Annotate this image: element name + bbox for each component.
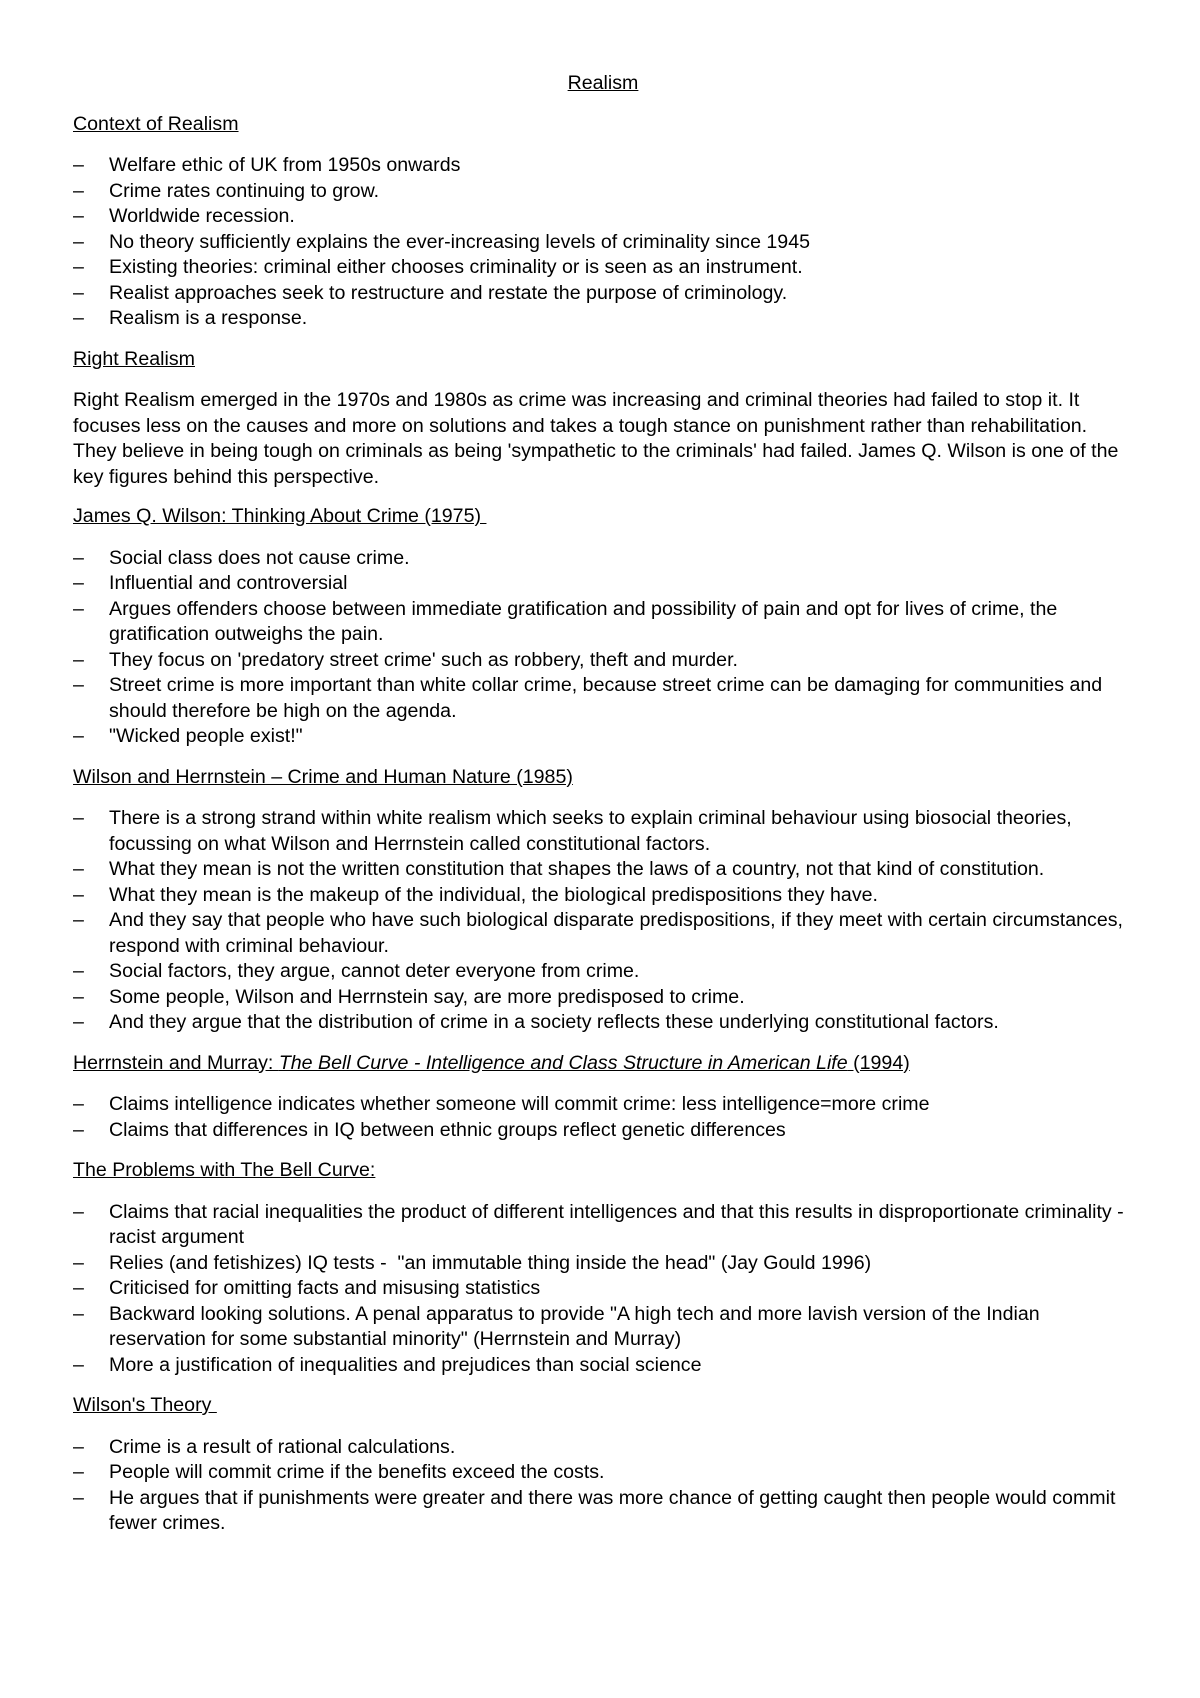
dash-bullet-icon: – bbox=[73, 1435, 84, 1458]
dash-bullet-icon: – bbox=[73, 205, 84, 227]
book-title: The Bell Curve - Intelligence and Class Structure in American Life bbox=[278, 1051, 848, 1074]
document-title: Realism bbox=[567, 72, 639, 94]
dash-bullet-icon: – bbox=[73, 1353, 84, 1376]
list-item: – Claims that racial inequalities the product of different intelligences and that this results in disproportionate criminality - racist argument bbox=[73, 1200, 1124, 1248]
dash-bullet-icon: – bbox=[73, 883, 84, 906]
section-heading-context-of-realism: Context of Realism bbox=[73, 112, 239, 135]
list-item: – Relies (and fetishizes) IQ tests - "an immutable thing inside the head" (Jay Gould 1996) bbox=[73, 1251, 1133, 1277]
list-item: – People will commit crime if the benefits exceed the costs. bbox=[73, 1460, 1133, 1486]
paragraph-right-realism: Right Realism emerged in the 1970s and 1980s as crime was increasing and criminal theories had failed to stop it. It focuses less on the causes and more on solutions and takes a tough stance on punishment rather than rehabilitation. They believe in being tough on criminals as being 'sympathetic to the criminals' had failed. James Q. Wilson is one of the key figures behind this perspective. bbox=[73, 389, 1119, 488]
dash-bullet-icon: – bbox=[73, 1461, 84, 1483]
dash-bullet-icon: – bbox=[73, 597, 84, 620]
section-heading-problems-bell-curve: The Problems with The Bell Curve: bbox=[73, 1159, 376, 1181]
dash-bullet-icon: – bbox=[73, 909, 84, 931]
dash-bullet-icon: – bbox=[73, 674, 84, 696]
dash-bullet-icon: – bbox=[73, 1118, 84, 1141]
list-item: – There is a strong strand within white realism which seeks to explain criminal behaviour using biosocial theories, focussing on what Wilson and Herrnstein called constitutional factors. bbox=[73, 807, 1072, 855]
list-item: – Claims that differences in IQ between ethnic groups reflect genetic differences bbox=[73, 1118, 1133, 1144]
list-item: – Crime rates continuing to grow. bbox=[73, 179, 1133, 205]
list-item: – Claims intelligence indicates whether someone will commit crime: less intelligence=more crime bbox=[73, 1092, 1133, 1118]
bullet-list-context bbox=[73, 153, 1133, 332]
bullet-list-crime-and-human-nature bbox=[73, 806, 1133, 1036]
list-item: – Realist approaches seek to restructure and restate the purpose of criminology. bbox=[73, 281, 1133, 307]
section-heading-thinking-about-crime: James Q. Wilson: Thinking About Crime (1975) bbox=[73, 505, 487, 527]
list-item: – Crime is a result of rational calculations. bbox=[73, 1435, 1133, 1461]
dash-bullet-icon: – bbox=[73, 1302, 84, 1325]
heading-prefix: Herrnstein and Murray: bbox=[73, 1051, 279, 1074]
list-item: – Welfare ethic of UK from 1950s onwards bbox=[73, 153, 1133, 179]
list-item: – Some people, Wilson and Herrnstein say, are more predisposed to crime. bbox=[73, 985, 1133, 1011]
dash-bullet-icon: – bbox=[73, 256, 84, 278]
dash-bullet-icon: – bbox=[73, 858, 84, 880]
list-item: – Street crime is more important than white collar crime, because street crime can be damaging for communities and should therefore be high on the agenda. bbox=[73, 674, 1103, 722]
list-item: – "Wicked people exist!" bbox=[73, 724, 1133, 750]
dash-bullet-icon: – bbox=[73, 960, 84, 982]
list-item: – More a justification of inequalities and prejudices than social science bbox=[73, 1353, 1133, 1379]
dash-bullet-icon: – bbox=[73, 546, 84, 569]
document-body bbox=[73, 71, 1133, 1552]
dash-bullet-icon: – bbox=[73, 807, 84, 829]
dash-bullet-icon: – bbox=[73, 1277, 84, 1299]
dash-bullet-icon: – bbox=[73, 1011, 84, 1033]
dash-bullet-icon: – bbox=[73, 154, 84, 176]
list-item: – Existing theories: criminal either chooses criminality or is seen as an instrument. bbox=[73, 255, 1133, 281]
list-item: – Worldwide recession. bbox=[73, 204, 1133, 230]
list-item: – Criticised for omitting facts and misusing statistics bbox=[73, 1276, 1133, 1302]
section-heading-wilsons-theory: Wilson's Theory bbox=[73, 1394, 217, 1416]
section-heading-right-realism: Right Realism bbox=[73, 347, 195, 370]
list-item: – He argues that if punishments were greater and there was more chance of getting caught then people would commit fewer crimes. bbox=[73, 1486, 1116, 1534]
dash-bullet-icon: – bbox=[73, 1486, 84, 1509]
bullet-list-problems-bell-curve bbox=[73, 1200, 1133, 1379]
dash-bullet-icon: – bbox=[73, 985, 84, 1008]
dash-bullet-icon: – bbox=[73, 230, 84, 253]
list-item: – No theory sufficiently explains the ever-increasing levels of criminality since 1945 bbox=[73, 230, 1133, 256]
dash-bullet-icon: – bbox=[73, 1200, 84, 1223]
dash-bullet-icon: – bbox=[73, 1251, 84, 1274]
dash-bullet-icon: – bbox=[73, 307, 84, 329]
list-item: – Influential and controversial bbox=[73, 571, 1133, 597]
list-item: – Argues offenders choose between immediate gratification and possibility of pain and opt for lives of crime, the gratification outweighs the pain. bbox=[73, 597, 1058, 645]
list-item: – What they mean is not the written constitution that shapes the laws of a country, not that kind of constitution. bbox=[73, 857, 1133, 883]
list-item: – Social class does not cause crime. bbox=[73, 546, 1133, 572]
list-item: – Social factors, they argue, cannot deter everyone from crime. bbox=[73, 959, 1133, 985]
heading-suffix: (1994) bbox=[847, 1051, 910, 1074]
list-item: – They focus on 'predatory street crime' such as robbery, theft and murder. bbox=[73, 648, 1133, 674]
bullet-list-wilsons-theory bbox=[73, 1435, 1133, 1537]
list-item: – What they mean is the makeup of the individual, the biological predispositions they have. bbox=[73, 883, 1133, 909]
list-item: – And they say that people who have such biological disparate predispositions, if they meet with certain circumstances, respond with criminal behaviour. bbox=[73, 909, 1123, 957]
section-heading-bell-curve bbox=[73, 1051, 1133, 1077]
bullet-list-bell-curve bbox=[73, 1092, 1133, 1143]
list-item: – And they argue that the distribution of crime in a society reflects these underlying constitutional factors. bbox=[73, 1010, 1133, 1036]
dash-bullet-icon: – bbox=[73, 572, 84, 594]
bullet-list-thinking-about-crime bbox=[73, 546, 1133, 750]
list-item: – Backward looking solutions. A penal apparatus to provide "A high tech and more lavish version of the Indian reservation for some substantial minority" (Herrnstein and Murray) bbox=[73, 1302, 1040, 1350]
dash-bullet-icon: – bbox=[73, 281, 84, 304]
dash-bullet-icon: – bbox=[73, 648, 84, 671]
section-heading-crime-and-human-nature: Wilson and Herrnstein – Crime and Human Nature (1985) bbox=[73, 765, 573, 788]
list-item: – Realism is a response. bbox=[73, 306, 1133, 332]
dash-bullet-icon: – bbox=[73, 725, 84, 747]
dash-bullet-icon: – bbox=[73, 1093, 84, 1115]
dash-bullet-icon: – bbox=[73, 179, 84, 202]
